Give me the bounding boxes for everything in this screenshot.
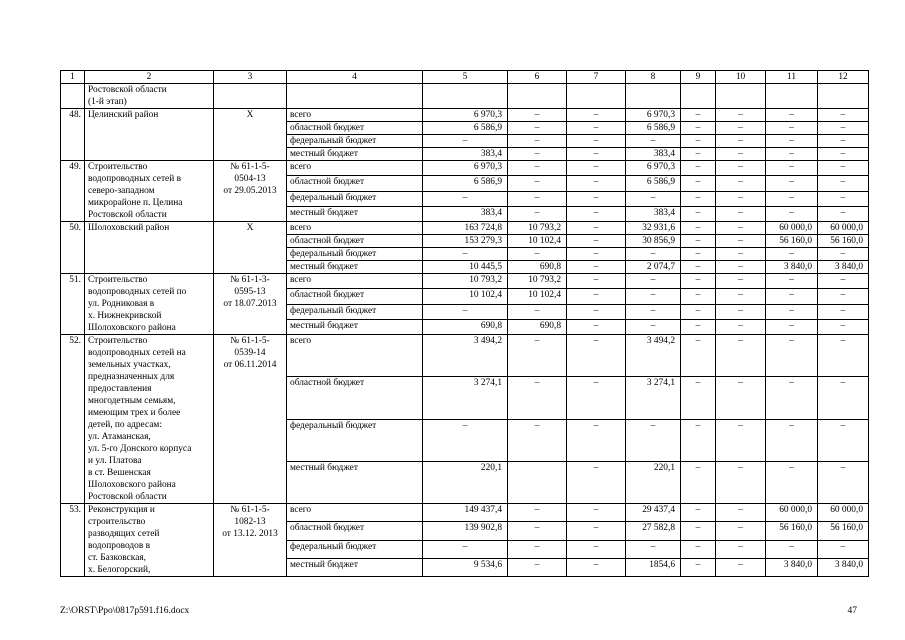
- amount-cell: –: [567, 304, 626, 319]
- amount-cell: 60 000,0: [766, 504, 818, 522]
- table-row: [61, 504, 869, 522]
- funding-source: всего: [287, 109, 423, 122]
- amount-cell: –: [567, 504, 626, 522]
- entry-name: Целинский район: [85, 109, 214, 161]
- amount-cell: 6 586,9: [626, 122, 681, 135]
- amount-cell: –: [567, 319, 626, 334]
- amount-cell: –: [818, 289, 869, 304]
- funding-source: всего: [287, 161, 423, 176]
- amount-cell: –: [681, 191, 716, 206]
- amount-cell: –: [423, 304, 508, 319]
- amount-cell: –: [716, 176, 766, 191]
- amount-cell: –: [681, 248, 716, 261]
- amount-cell: –: [681, 289, 716, 304]
- amount-cell: –: [626, 135, 681, 148]
- amount-cell: –: [508, 248, 567, 261]
- amount-cell: –: [508, 109, 567, 122]
- amount-cell: –: [681, 558, 716, 576]
- entry-name: Строительство водопроводных сетей на земельных участках, предназначенных для предоставления многодетным семьям, имеющим трех и более детей, по адресам: ул. Атаманская, ул. 5-го Донского корпуса и ул. Платова в ст. Вешенская Шолоховского района Ростовской области: [85, 335, 214, 504]
- entry-name: Строительство водопроводных сетей по ул. Родниковая в х. Нижнекривской Шолоховского района: [85, 274, 214, 335]
- amount-cell: –: [508, 558, 567, 576]
- amount-cell: –: [567, 261, 626, 274]
- funding-source: местный бюджет: [287, 261, 423, 274]
- amount-cell: –: [766, 135, 818, 148]
- amount-cell: –: [766, 191, 818, 206]
- amount-cell: –: [567, 135, 626, 148]
- amount-cell: 3 274,1: [626, 377, 681, 419]
- amount-cell: 2 074,7: [626, 261, 681, 274]
- amount-cell: [508, 461, 567, 503]
- amount-cell: 6 586,9: [423, 176, 508, 191]
- entry-name: Шолоховский район: [85, 222, 214, 274]
- header-cell: 3: [214, 71, 287, 84]
- table-row: [61, 109, 869, 122]
- amount-cell: –: [567, 377, 626, 419]
- funding-source: областной бюджет: [287, 522, 423, 540]
- funding-source: местный бюджет: [287, 319, 423, 334]
- amount-cell: –: [766, 419, 818, 461]
- amount-cell: 153 279,3: [423, 235, 508, 248]
- funding-source: областной бюджет: [287, 122, 423, 135]
- amount-cell: –: [423, 419, 508, 461]
- empty-cell: [508, 84, 567, 109]
- amount-cell: –: [567, 558, 626, 576]
- amount-cell: –: [818, 148, 869, 161]
- amount-cell: 6 586,9: [626, 176, 681, 191]
- table-row: [61, 274, 869, 289]
- amount-cell: –: [716, 248, 766, 261]
- entry-number: 50.: [61, 222, 85, 274]
- amount-cell: –: [508, 304, 567, 319]
- empty-cell: [423, 84, 508, 109]
- amount-cell: –: [818, 206, 869, 221]
- amount-cell: 3 494,2: [423, 335, 508, 377]
- amount-cell: –: [716, 540, 766, 558]
- entry-number: 53.: [61, 504, 85, 577]
- amount-cell: –: [766, 540, 818, 558]
- entry-name: Ростовской области (1-й этап): [85, 84, 214, 109]
- amount-cell: –: [681, 109, 716, 122]
- empty-cell: [567, 84, 626, 109]
- amount-cell: –: [508, 335, 567, 377]
- funding-source: федеральный бюджет: [287, 304, 423, 319]
- entry-document: № 61-1-5- 0504-13 от 29.05.2013: [214, 161, 287, 222]
- amount-cell: –: [567, 161, 626, 176]
- amount-cell: –: [716, 235, 766, 248]
- empty-cell: [818, 84, 869, 109]
- amount-cell: –: [626, 191, 681, 206]
- amount-cell: –: [508, 540, 567, 558]
- header-cell: 6: [508, 71, 567, 84]
- entry-number: 49.: [61, 161, 85, 222]
- amount-cell: 383,4: [626, 148, 681, 161]
- amount-cell: –: [681, 377, 716, 419]
- amount-cell: 56 160,0: [818, 235, 869, 248]
- amount-cell: –: [716, 122, 766, 135]
- amount-cell: –: [766, 248, 818, 261]
- amount-cell: –: [818, 461, 869, 503]
- amount-cell: –: [681, 319, 716, 334]
- amount-cell: 10 793,2: [508, 222, 567, 235]
- entry-name: Реконструкция и строительство разводящих сетей водопроводов в ст. Базковская, х. Белогорский,: [85, 504, 214, 577]
- amount-cell: –: [681, 461, 716, 503]
- entry-document: № 61-1-5- 1082-13 от 13.12. 2013: [214, 504, 287, 577]
- amount-cell: 690,8: [508, 319, 567, 334]
- amount-cell: –: [818, 540, 869, 558]
- amount-cell: –: [508, 206, 567, 221]
- empty-cell: [287, 84, 423, 109]
- amount-cell: –: [766, 377, 818, 419]
- entry-document: [214, 84, 287, 109]
- amount-cell: –: [818, 122, 869, 135]
- header-cell: 2: [85, 71, 214, 84]
- amount-cell: –: [567, 248, 626, 261]
- entry-number: [61, 84, 85, 109]
- amount-cell: 56 160,0: [766, 522, 818, 540]
- funding-source: местный бюджет: [287, 206, 423, 221]
- amount-cell: –: [508, 122, 567, 135]
- amount-cell: 10 793,2: [508, 274, 567, 289]
- amount-cell: –: [766, 109, 818, 122]
- amount-cell: –: [766, 304, 818, 319]
- header-cell: 5: [423, 71, 508, 84]
- amount-cell: –: [567, 419, 626, 461]
- amount-cell: 60 000,0: [818, 504, 869, 522]
- amount-cell: –: [766, 122, 818, 135]
- amount-cell: –: [716, 206, 766, 221]
- amount-cell: –: [716, 274, 766, 289]
- amount-cell: –: [716, 377, 766, 419]
- amount-cell: –: [766, 274, 818, 289]
- table-row: [61, 84, 869, 109]
- amount-cell: –: [508, 522, 567, 540]
- entry-document: № 61-1-3- 0595-13 от 18.07.2013: [214, 274, 287, 335]
- header-cell: 9: [681, 71, 716, 84]
- empty-cell: [766, 84, 818, 109]
- amount-cell: –: [567, 289, 626, 304]
- amount-cell: 10 102,4: [508, 235, 567, 248]
- amount-cell: –: [423, 135, 508, 148]
- amount-cell: –: [766, 289, 818, 304]
- amount-cell: –: [626, 274, 681, 289]
- entry-document: № 61-1-5- 0539-14 от 06.11.2014: [214, 335, 287, 504]
- table-row: [61, 161, 869, 176]
- amount-cell: –: [567, 206, 626, 221]
- amount-cell: 3 840,0: [766, 261, 818, 274]
- amount-cell: 6 586,9: [423, 122, 508, 135]
- amount-cell: 30 856,9: [626, 235, 681, 248]
- amount-cell: 27 582,8: [626, 522, 681, 540]
- amount-cell: 60 000,0: [818, 222, 869, 235]
- amount-cell: 6 970,3: [626, 109, 681, 122]
- funding-source: областной бюджет: [287, 235, 423, 248]
- amount-cell: –: [681, 540, 716, 558]
- empty-cell: [626, 84, 681, 109]
- amount-cell: 383,4: [626, 206, 681, 221]
- amount-cell: 163 724,8: [423, 222, 508, 235]
- amount-cell: 383,4: [423, 206, 508, 221]
- amount-cell: –: [766, 206, 818, 221]
- amount-cell: –: [818, 161, 869, 176]
- amount-cell: –: [716, 289, 766, 304]
- amount-cell: –: [508, 148, 567, 161]
- amount-cell: 29 437,4: [626, 504, 681, 522]
- amount-cell: –: [818, 335, 869, 377]
- entry-number: 48.: [61, 109, 85, 161]
- amount-cell: 220,1: [423, 461, 508, 503]
- amount-cell: –: [818, 319, 869, 334]
- funding-source: всего: [287, 335, 423, 377]
- amount-cell: 3 840,0: [818, 558, 869, 576]
- amount-cell: –: [681, 176, 716, 191]
- funding-source: всего: [287, 222, 423, 235]
- funding-source: федеральный бюджет: [287, 248, 423, 261]
- amount-cell: –: [626, 540, 681, 558]
- amount-cell: 9 534,6: [423, 558, 508, 576]
- amount-cell: –: [508, 135, 567, 148]
- amount-cell: –: [423, 191, 508, 206]
- page-number: 47: [847, 606, 857, 616]
- amount-cell: –: [681, 335, 716, 377]
- amount-cell: –: [681, 222, 716, 235]
- header-cell: 4: [287, 71, 423, 84]
- amount-cell: –: [818, 191, 869, 206]
- amount-cell: –: [567, 522, 626, 540]
- amount-cell: 1854,6: [626, 558, 681, 576]
- amount-cell: –: [716, 161, 766, 176]
- amount-cell: –: [567, 540, 626, 558]
- funding-source: местный бюджет: [287, 461, 423, 503]
- amount-cell: –: [508, 161, 567, 176]
- amount-cell: 6 970,3: [423, 109, 508, 122]
- amount-cell: –: [818, 135, 869, 148]
- amount-cell: –: [567, 222, 626, 235]
- amount-cell: 383,4: [423, 148, 508, 161]
- amount-cell: –: [508, 191, 567, 206]
- amount-cell: 6 970,3: [626, 161, 681, 176]
- amount-cell: 220,1: [626, 461, 681, 503]
- entry-number: 51.: [61, 274, 85, 335]
- funding-source: федеральный бюджет: [287, 191, 423, 206]
- amount-cell: –: [567, 274, 626, 289]
- amount-cell: –: [508, 176, 567, 191]
- amount-cell: –: [567, 235, 626, 248]
- amount-cell: –: [681, 261, 716, 274]
- amount-cell: –: [716, 304, 766, 319]
- funding-source: местный бюджет: [287, 558, 423, 576]
- amount-cell: –: [766, 148, 818, 161]
- amount-cell: –: [716, 522, 766, 540]
- amount-cell: –: [626, 419, 681, 461]
- funding-source: областной бюджет: [287, 176, 423, 191]
- header-cell: 1: [61, 71, 85, 84]
- amount-cell: 149 437,4: [423, 504, 508, 522]
- amount-cell: –: [567, 109, 626, 122]
- amount-cell: 60 000,0: [766, 222, 818, 235]
- amount-cell: 3 494,2: [626, 335, 681, 377]
- amount-cell: 690,8: [508, 261, 567, 274]
- empty-cell: [716, 84, 766, 109]
- amount-cell: –: [716, 261, 766, 274]
- amount-cell: –: [766, 176, 818, 191]
- entry-number: 52.: [61, 335, 85, 504]
- amount-cell: 56 160,0: [818, 522, 869, 540]
- amount-cell: –: [818, 274, 869, 289]
- amount-cell: 10 445,5: [423, 261, 508, 274]
- amount-cell: –: [716, 191, 766, 206]
- amount-cell: –: [766, 335, 818, 377]
- amount-cell: 32 931,6: [626, 222, 681, 235]
- funding-source: всего: [287, 504, 423, 522]
- amount-cell: –: [716, 461, 766, 503]
- amount-cell: –: [423, 540, 508, 558]
- amount-cell: 6 970,3: [423, 161, 508, 176]
- funding-source: федеральный бюджет: [287, 540, 423, 558]
- amount-cell: –: [567, 148, 626, 161]
- entry-document: Х: [214, 222, 287, 274]
- amount-cell: –: [766, 319, 818, 334]
- header-cell: 7: [567, 71, 626, 84]
- budget-table: [60, 70, 869, 577]
- amount-cell: –: [681, 274, 716, 289]
- header-cell: 8: [626, 71, 681, 84]
- amount-cell: –: [716, 109, 766, 122]
- amount-cell: –: [681, 522, 716, 540]
- amount-cell: –: [567, 191, 626, 206]
- header-cell: 10: [716, 71, 766, 84]
- amount-cell: 56 160,0: [766, 235, 818, 248]
- amount-cell: –: [681, 304, 716, 319]
- amount-cell: –: [681, 504, 716, 522]
- amount-cell: –: [423, 248, 508, 261]
- amount-cell: –: [766, 161, 818, 176]
- funding-source: федеральный бюджет: [287, 419, 423, 461]
- amount-cell: –: [681, 135, 716, 148]
- amount-cell: –: [716, 419, 766, 461]
- funding-source: всего: [287, 274, 423, 289]
- header-row: [61, 71, 869, 84]
- amount-cell: –: [818, 176, 869, 191]
- empty-cell: [681, 84, 716, 109]
- amount-cell: –: [716, 222, 766, 235]
- amount-cell: 10 102,4: [423, 289, 508, 304]
- amount-cell: –: [681, 161, 716, 176]
- amount-cell: –: [567, 335, 626, 377]
- amount-cell: –: [681, 148, 716, 161]
- amount-cell: 3 274,1: [423, 377, 508, 419]
- amount-cell: –: [626, 248, 681, 261]
- amount-cell: –: [818, 419, 869, 461]
- amount-cell: –: [508, 377, 567, 419]
- amount-cell: –: [716, 135, 766, 148]
- amount-cell: 690,8: [423, 319, 508, 334]
- amount-cell: 3 840,0: [818, 261, 869, 274]
- table-row: [61, 335, 869, 377]
- amount-cell: –: [818, 304, 869, 319]
- funding-source: областной бюджет: [287, 377, 423, 419]
- table-row: [61, 222, 869, 235]
- funding-source: местный бюджет: [287, 148, 423, 161]
- entry-name: Строительство водопроводных сетей в северо-западном микрорайоне п. Целина Ростовской области: [85, 161, 214, 222]
- amount-cell: –: [567, 461, 626, 503]
- amount-cell: –: [818, 377, 869, 419]
- amount-cell: –: [716, 558, 766, 576]
- amount-cell: –: [818, 248, 869, 261]
- amount-cell: –: [716, 148, 766, 161]
- amount-cell: –: [681, 206, 716, 221]
- amount-cell: 10 793,2: [423, 274, 508, 289]
- amount-cell: –: [626, 319, 681, 334]
- amount-cell: 10 102,4: [508, 289, 567, 304]
- funding-source: областной бюджет: [287, 289, 423, 304]
- amount-cell: –: [567, 176, 626, 191]
- amount-cell: –: [626, 304, 681, 319]
- amount-cell: –: [508, 504, 567, 522]
- amount-cell: –: [681, 235, 716, 248]
- amount-cell: –: [716, 504, 766, 522]
- amount-cell: –: [626, 289, 681, 304]
- amount-cell: –: [818, 109, 869, 122]
- amount-cell: –: [766, 461, 818, 503]
- amount-cell: –: [716, 319, 766, 334]
- amount-cell: 3 840,0: [766, 558, 818, 576]
- header-cell: 11: [766, 71, 818, 84]
- amount-cell: 139 902,8: [423, 522, 508, 540]
- amount-cell: –: [567, 122, 626, 135]
- file-path: Z:\ORST\Ppo\0817p591.f16.docx: [60, 606, 190, 616]
- header-cell: 12: [818, 71, 869, 84]
- amount-cell: –: [681, 122, 716, 135]
- entry-document: Х: [214, 109, 287, 161]
- funding-source: федеральный бюджет: [287, 135, 423, 148]
- amount-cell: –: [716, 335, 766, 377]
- amount-cell: –: [681, 419, 716, 461]
- amount-cell: –: [508, 419, 567, 461]
